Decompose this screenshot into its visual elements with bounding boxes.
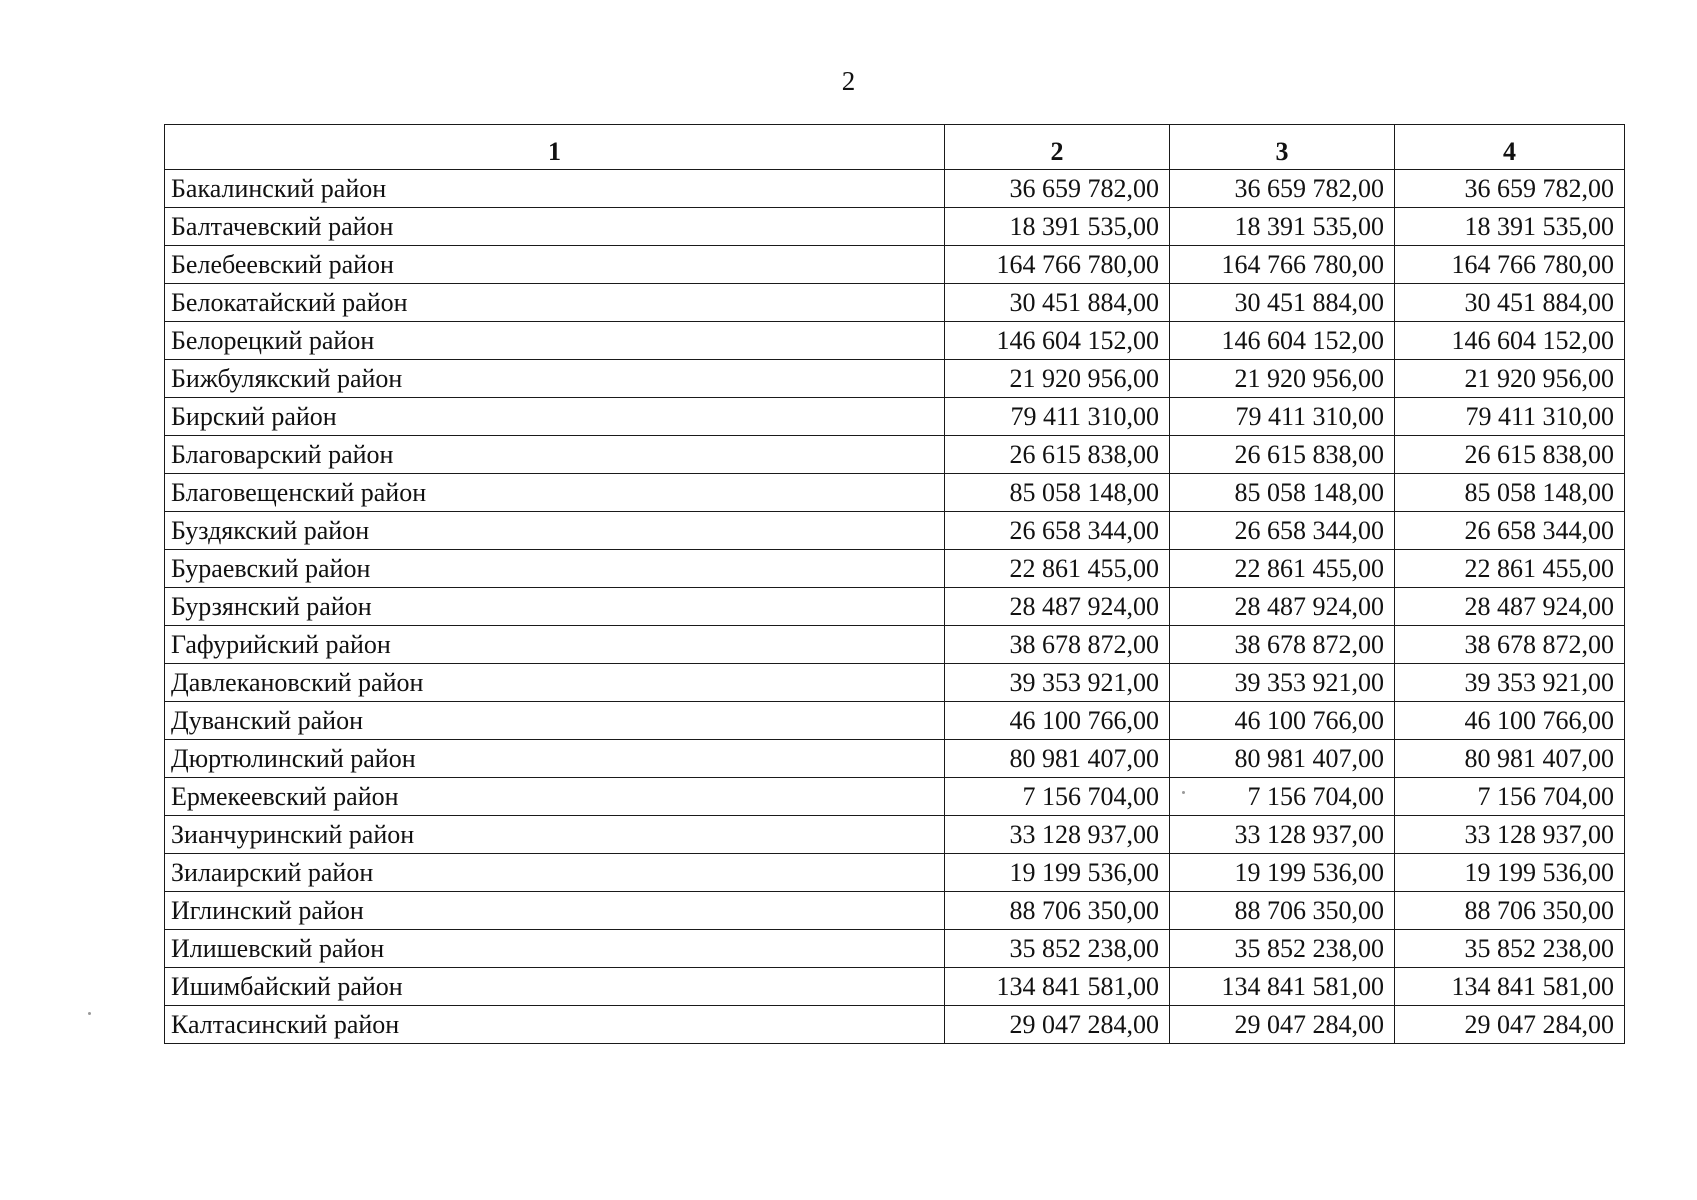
table-row xyxy=(165,930,1625,968)
table-body xyxy=(165,170,1625,1044)
amount-cell-col2: 7 156 704,00 xyxy=(945,778,1170,816)
amount-cell-col3: 30 451 884,00 xyxy=(1170,284,1395,322)
scan-speck xyxy=(88,1012,91,1015)
table-row xyxy=(165,512,1625,550)
amount-cell-col3: 79 411 310,00 xyxy=(1170,398,1395,436)
district-name-cell: Бураевский район xyxy=(165,550,945,588)
amount-cell-col2: 164 766 780,00 xyxy=(945,246,1170,284)
amount-cell-col3: 19 199 536,00 xyxy=(1170,854,1395,892)
table-row xyxy=(165,1006,1625,1044)
amount-cell-col2: 26 615 838,00 xyxy=(945,436,1170,474)
amount-cell-col3: 18 391 535,00 xyxy=(1170,208,1395,246)
amount-cell-col4: 7 156 704,00 xyxy=(1395,778,1625,816)
amount-cell-col3: 164 766 780,00 xyxy=(1170,246,1395,284)
amount-cell-col4: 19 199 536,00 xyxy=(1395,854,1625,892)
district-name-cell: Давлекановский район xyxy=(165,664,945,702)
district-name-cell: Благоварский район xyxy=(165,436,945,474)
amount-cell-col3: 36 659 782,00 xyxy=(1170,170,1395,208)
amount-cell-col2: 33 128 937,00 xyxy=(945,816,1170,854)
amount-cell-col2: 38 678 872,00 xyxy=(945,626,1170,664)
amount-cell-col2: 80 981 407,00 xyxy=(945,740,1170,778)
amount-cell-col2: 22 861 455,00 xyxy=(945,550,1170,588)
table-row xyxy=(165,360,1625,398)
column-header-4: 4 xyxy=(1395,125,1625,170)
table-row xyxy=(165,436,1625,474)
table-row xyxy=(165,892,1625,930)
amount-cell-col2: 21 920 956,00 xyxy=(945,360,1170,398)
district-name-cell: Белокатайский район xyxy=(165,284,945,322)
amount-cell-col4: 79 411 310,00 xyxy=(1395,398,1625,436)
district-name-cell: Гафурийский район xyxy=(165,626,945,664)
district-name-cell: Бакалинский район xyxy=(165,170,945,208)
amount-cell-col4: 88 706 350,00 xyxy=(1395,892,1625,930)
amount-cell-col4: 80 981 407,00 xyxy=(1395,740,1625,778)
amount-cell-col3: 46 100 766,00 xyxy=(1170,702,1395,740)
table-row xyxy=(165,170,1625,208)
table-row xyxy=(165,474,1625,512)
amount-cell-col2: 134 841 581,00 xyxy=(945,968,1170,1006)
amount-cell-col3: 38 678 872,00 xyxy=(1170,626,1395,664)
district-name-cell: Бижбулякский район xyxy=(165,360,945,398)
scan-speck xyxy=(1182,791,1185,794)
amount-cell-col2: 19 199 536,00 xyxy=(945,854,1170,892)
amount-cell-col4: 28 487 924,00 xyxy=(1395,588,1625,626)
amount-cell-col4: 26 658 344,00 xyxy=(1395,512,1625,550)
amount-cell-col4: 21 920 956,00 xyxy=(1395,360,1625,398)
amount-cell-col2: 29 047 284,00 xyxy=(945,1006,1170,1044)
district-name-cell: Белорецкий район xyxy=(165,322,945,360)
amount-cell-col2: 39 353 921,00 xyxy=(945,664,1170,702)
header-row xyxy=(165,125,1625,170)
district-name-cell: Калтасинский район xyxy=(165,1006,945,1044)
page-number: 2 xyxy=(841,66,856,96)
table-row xyxy=(165,550,1625,588)
amount-cell-col3: 85 058 148,00 xyxy=(1170,474,1395,512)
amount-cell-col2: 46 100 766,00 xyxy=(945,702,1170,740)
table-row xyxy=(165,398,1625,436)
amount-cell-col3: 26 615 838,00 xyxy=(1170,436,1395,474)
amount-cell-col4: 35 852 238,00 xyxy=(1395,930,1625,968)
table-row xyxy=(165,702,1625,740)
amount-cell-col3: 26 658 344,00 xyxy=(1170,512,1395,550)
amount-cell-col3: 146 604 152,00 xyxy=(1170,322,1395,360)
table-row xyxy=(165,588,1625,626)
table-row xyxy=(165,816,1625,854)
district-name-cell: Зианчуринский район xyxy=(165,816,945,854)
amount-cell-col4: 36 659 782,00 xyxy=(1395,170,1625,208)
amount-cell-col2: 79 411 310,00 xyxy=(945,398,1170,436)
amount-cell-col3: 21 920 956,00 xyxy=(1170,360,1395,398)
amount-cell-col2: 146 604 152,00 xyxy=(945,322,1170,360)
amount-cell-col2: 30 451 884,00 xyxy=(945,284,1170,322)
amount-cell-col2: 26 658 344,00 xyxy=(945,512,1170,550)
amount-cell-col2: 35 852 238,00 xyxy=(945,930,1170,968)
amount-cell-col2: 18 391 535,00 xyxy=(945,208,1170,246)
amount-cell-col4: 26 615 838,00 xyxy=(1395,436,1625,474)
district-name-cell: Дюртюлинский район xyxy=(165,740,945,778)
amount-cell-col3: 88 706 350,00 xyxy=(1170,892,1395,930)
table-header xyxy=(165,125,1625,170)
table-row xyxy=(165,626,1625,664)
amount-cell-col2: 88 706 350,00 xyxy=(945,892,1170,930)
district-name-cell: Иглинский район xyxy=(165,892,945,930)
amount-cell-col3: 7 156 704,00 xyxy=(1170,778,1395,816)
table-row xyxy=(165,854,1625,892)
amount-cell-col3: 28 487 924,00 xyxy=(1170,588,1395,626)
district-name-cell: Буздякский район xyxy=(165,512,945,550)
table-row xyxy=(165,246,1625,284)
amount-cell-col2: 28 487 924,00 xyxy=(945,588,1170,626)
amount-cell-col3: 29 047 284,00 xyxy=(1170,1006,1395,1044)
amount-cell-col4: 39 353 921,00 xyxy=(1395,664,1625,702)
budget-table xyxy=(164,124,1625,1044)
district-name-cell: Илишевский район xyxy=(165,930,945,968)
amount-cell-col4: 18 391 535,00 xyxy=(1395,208,1625,246)
amount-cell-col4: 146 604 152,00 xyxy=(1395,322,1625,360)
district-name-cell: Ишимбайский район xyxy=(165,968,945,1006)
amount-cell-col3: 80 981 407,00 xyxy=(1170,740,1395,778)
district-name-cell: Балтачевский район xyxy=(165,208,945,246)
district-name-cell: Благовещенский район xyxy=(165,474,945,512)
table-row xyxy=(165,208,1625,246)
amount-cell-col4: 29 047 284,00 xyxy=(1395,1006,1625,1044)
district-name-cell: Бирский район xyxy=(165,398,945,436)
table-row xyxy=(165,664,1625,702)
table-row xyxy=(165,284,1625,322)
amount-cell-col4: 46 100 766,00 xyxy=(1395,702,1625,740)
table-row xyxy=(165,968,1625,1006)
table-row xyxy=(165,778,1625,816)
table-row xyxy=(165,740,1625,778)
column-header-3: 3 xyxy=(1170,125,1395,170)
amount-cell-col3: 35 852 238,00 xyxy=(1170,930,1395,968)
amount-cell-col3: 22 861 455,00 xyxy=(1170,550,1395,588)
amount-cell-col3: 33 128 937,00 xyxy=(1170,816,1395,854)
amount-cell-col4: 85 058 148,00 xyxy=(1395,474,1625,512)
amount-cell-col4: 22 861 455,00 xyxy=(1395,550,1625,588)
column-header-2: 2 xyxy=(945,125,1170,170)
amount-cell-col3: 39 353 921,00 xyxy=(1170,664,1395,702)
amount-cell-col3: 134 841 581,00 xyxy=(1170,968,1395,1006)
amount-cell-col2: 85 058 148,00 xyxy=(945,474,1170,512)
district-name-cell: Зилаирский район xyxy=(165,854,945,892)
amount-cell-col4: 134 841 581,00 xyxy=(1395,968,1625,1006)
column-header-1: 1 xyxy=(165,125,945,170)
table-row xyxy=(165,322,1625,360)
district-name-cell: Бурзянский район xyxy=(165,588,945,626)
district-name-cell: Ермекеевский район xyxy=(165,778,945,816)
amount-cell-col2: 36 659 782,00 xyxy=(945,170,1170,208)
amount-cell-col4: 30 451 884,00 xyxy=(1395,284,1625,322)
district-name-cell: Дуванский район xyxy=(165,702,945,740)
district-name-cell: Белебеевский район xyxy=(165,246,945,284)
amount-cell-col4: 33 128 937,00 xyxy=(1395,816,1625,854)
amount-cell-col4: 164 766 780,00 xyxy=(1395,246,1625,284)
amount-cell-col4: 38 678 872,00 xyxy=(1395,626,1625,664)
